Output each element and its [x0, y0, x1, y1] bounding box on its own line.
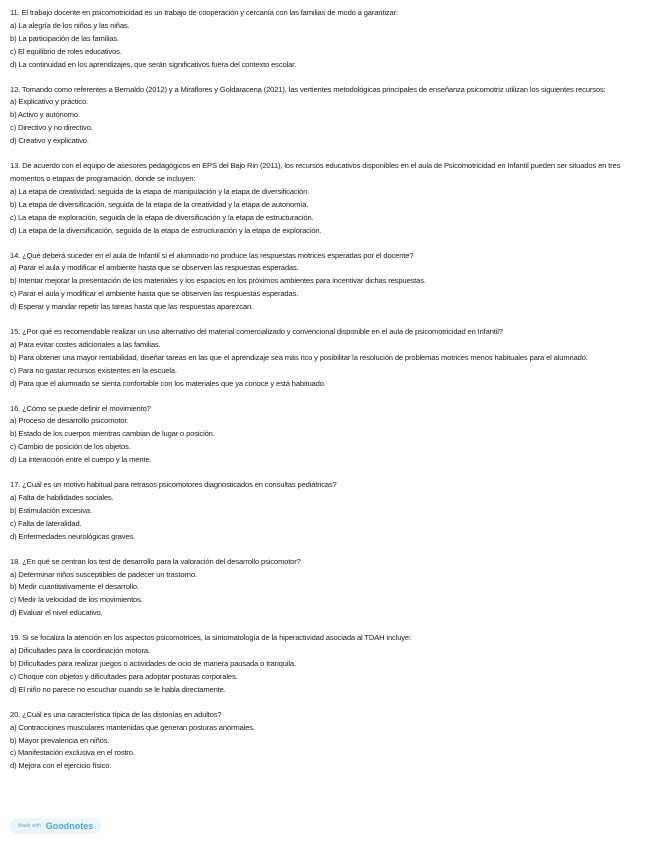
question-block: [10, 7, 642, 72]
answer-option: d) Creativo y explicativo.: [10, 136, 89, 146]
question-block: [10, 709, 642, 774]
question-block: [10, 556, 642, 621]
answer-option: a) Proceso de desarrollo psicomotor.: [10, 416, 129, 426]
answer-option: b) Dificultades para realizar juegos o actividades de ocio de manera pausada o tranquila.: [10, 658, 296, 668]
question-stem: 16. ¿Cómo se puede definir el movimiento?: [10, 403, 151, 413]
question-stem: 18. ¿En qué se centran los test de desarrollo para la valoración del desarrollo psicomotor?: [10, 556, 301, 566]
question-block: [10, 632, 642, 697]
answer-option: b) Mayor prevalencia en niños.: [10, 735, 110, 745]
question-stem: 15. ¿Por qué es recomendable realizar un uso alternativo del material comercializado y convencional disponible en el aula de psicomotricidad en Infantil?: [10, 327, 503, 337]
question-stem: 17. ¿Cuál es un motivo habitual para retrasos psicomotores diagnosticados en consultas pediátricas?: [10, 480, 337, 490]
answer-option: c) Medir la velocidad de los movimientos.: [10, 595, 143, 605]
answer-option: c) Cambio de posición de los objetos.: [10, 442, 131, 452]
answer-option: b) Activo y autónomo.: [10, 110, 80, 120]
answer-option: d) Para que el alumnado se sienta confortable con los materiales que ya conoce y está habituado.: [10, 378, 326, 388]
answer-option: d) Enfermedades neurológicas graves.: [10, 531, 136, 541]
answer-option: b) Medir cuantitativamente el desarrollo.: [10, 582, 139, 592]
answer-option: d) La interacción entre el cuerpo y la mente.: [10, 455, 152, 465]
answer-option: a) La etapa de creatividad, seguida de la etapa de manipulación y la etapa de diversificación.: [10, 186, 310, 196]
answer-option: a) Dificultades para la coordinación motora.: [10, 646, 150, 656]
question-stem: 19. Si se focaliza la atención en los aspectos psicomotrices, la sintomatología de la hiperactividad asociada al TDAH incluye:: [10, 633, 411, 643]
made-with-label: Made with: [18, 823, 41, 829]
answer-option: a) Determinar niños susceptibles de padecer un trastorno.: [10, 569, 197, 579]
answer-option: b) La participación de las familias.: [10, 33, 119, 43]
goodnotes-badge: [10, 818, 101, 834]
answer-option: b) Estimulación excesiva.: [10, 505, 92, 515]
goodnotes-logo: Goodnotes: [45, 821, 94, 831]
question-block: [10, 84, 642, 149]
question-stem: 12. Tomando como referentes a Bernaldo (2012) y a Miraflores y Goldaracena (2021), las vertientes metodológicas principales de enseñanza psicomotriz utilizan los siguientes recursos:: [10, 84, 606, 94]
question-list: [10, 7, 642, 773]
question-stem: 11. El trabajo docente en psicomotricidad es un trabajo de cooperación y cercanía con las familias de modo a garantizar:: [10, 8, 398, 17]
answer-option: a) La alegría de los niños y las niñas.: [10, 20, 130, 30]
answer-option: a) Contracciones musculares mantenidas que generan posturas anormales.: [10, 722, 255, 732]
answer-option: c) El equilibrio de roles educativos.: [10, 46, 122, 56]
answer-option: d) Evaluar el nivel educativo.: [10, 608, 103, 618]
answer-option: d) Mejora con el ejercicio físico.: [10, 761, 112, 771]
answer-option: b) Estado de los cuerpos mientras cambian de lugar o posición.: [10, 429, 215, 439]
answer-option: c) Manifestación exclusiva en el rostro.: [10, 748, 135, 758]
answer-option: d) El niño no parece no escuchar cuando se le habla directamente.: [10, 684, 226, 694]
question-block: [10, 403, 642, 468]
answer-option: c) Falta de lateralidad.: [10, 518, 82, 528]
answer-option: c) Directivo y no directivo.: [10, 123, 93, 133]
answer-option: c) Para no gastar recursos existentes en la escuela.: [10, 365, 177, 375]
answer-option: c) Parar el aula y modificar el ambiente hasta que se observen las respuestas esperadas.: [10, 289, 299, 299]
answer-option: d) La continuidad en los aprendizajes, que serán significativos fuera del contexto escolar.: [10, 59, 297, 69]
answer-option: d) Esperar y mandar repetir las tareas hasta que las respuestas aparezcan.: [10, 302, 254, 312]
question-stem: 20. ¿Cuál es una característica típica de las distonías en adultos?: [10, 709, 222, 719]
question-block: [10, 160, 642, 237]
answer-option: a) Parar el aula y modificar el ambiente hasta que se observen las respuestas esperadas.: [10, 263, 299, 273]
answer-option: a) Para evitar costes adicionales a las familias.: [10, 339, 161, 349]
answer-option: a) Explicativo y práctico.: [10, 97, 88, 107]
question-block: [10, 479, 642, 544]
answer-option: c) Choque con objetos y dificultades para adoptar posturas corporales.: [10, 671, 238, 681]
answer-option: a) Falta de habilidades sociales.: [10, 493, 114, 502]
question-stem: 14. ¿Qué deberá suceder en el aula de Infantil si el alumnado no produce las respuestas motrices esperadas por el docente?: [10, 250, 414, 260]
answer-option: c) La etapa de exploración, seguida de la etapa de diversificación y la etapa de estructuración.: [10, 212, 314, 222]
question-stem: 13. De acuerdo con el equipo de asesores pedagógicos en EPS del Bajo Rin (2011), los recursos educativos disponibles en el aula de Psicomotricidad en Infantil pueden ser situados en tres momentos o etapas de programación, donde se incluyen:: [10, 161, 621, 183]
answer-option: b) Intentar mejorar la presentación de los materiales y los espacios en los próximos ambientes para incentivar dichas respuestas.: [10, 276, 426, 286]
question-block: [10, 250, 642, 315]
question-block: [10, 326, 642, 391]
answer-option: b) La etapa de diversificación, seguida de la etapa de la creatividad y la etapa de autonomía.: [10, 199, 309, 209]
answer-option: b) Para obtener una mayor rentabilidad, diseñar tareas en las que el aprendizaje sea más rico y posibilitar la resolución de problemas motrices menos habituales para el alumnado.: [10, 352, 588, 362]
answer-option: d) La etapa de la diversificación, seguida de la etapa de estructuración y la etapa de exploración.: [10, 225, 322, 235]
